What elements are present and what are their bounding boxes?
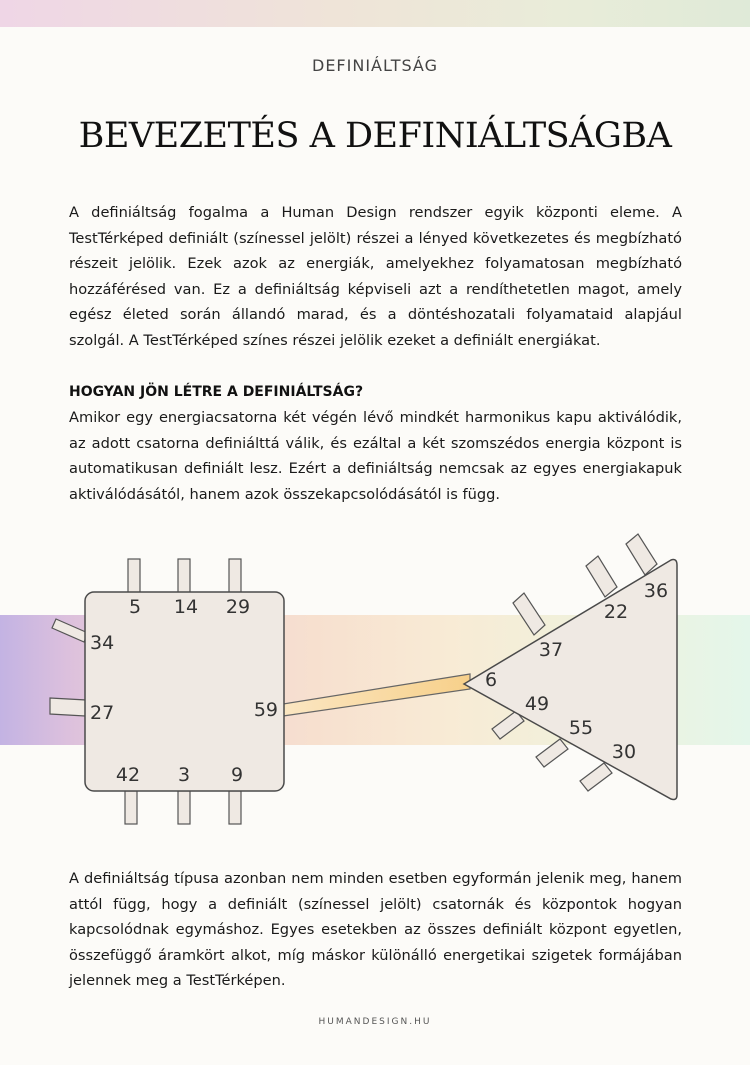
outro-paragraph: A definiáltság típusa azonban nem minden esetben egyformán jelenik meg, hanem attól függ, hogy a definiált (színessel jelölt) csatornák és központok hogyan kapcsolódnak egymáshoz. Egyes esetekben az összes definiált központ egyetlen, összefüggő áramkört alkot, míg máskor különálló energetikai szigetek formájában jelennek meg a TestTérképen. — [69, 870, 682, 990]
gate-stub-55 — [536, 739, 568, 767]
gate-stub-30 — [580, 763, 612, 791]
gate-stub-3 — [178, 791, 190, 824]
bodygraph-diagram — [0, 530, 750, 840]
gate-label: 59 — [253, 699, 278, 721]
section-heading: HOGYAN JÖN LÉTRE A DEFINIÁLTSÁG? — [69, 384, 364, 400]
gate-label: 29 — [225, 596, 251, 618]
gate-stub-27 — [50, 698, 86, 716]
gate-stub-14 — [178, 559, 190, 593]
gate-label: 36 — [643, 580, 669, 602]
gate-label: 37 — [538, 639, 564, 661]
gate-label: 9 — [230, 764, 244, 786]
gate-stub-36 — [626, 534, 657, 575]
gate-label: 27 — [90, 702, 115, 724]
gate-stub-42 — [125, 791, 137, 824]
gate-label: 6 — [484, 669, 498, 691]
gate-stub-22 — [586, 556, 617, 597]
square-center — [85, 592, 284, 791]
gate-stub-29 — [229, 559, 241, 593]
gate-label: 49 — [524, 693, 550, 715]
section-paragraph: Amikor egy energiacsatorna két végén lévő mindkét harmonikus kapu aktiválódik, az adott csatorna definiálttá válik, és ezáltal a két szomszédos energia központ is automatikusan definiált lesz. Ezért a definiáltság nemcsak az egyes energiakapuk aktiválódásától, hanem azok összekapcsolódásától is függ. — [69, 409, 682, 503]
gate-label: 34 — [90, 632, 115, 654]
gate-stub-37 — [513, 593, 545, 635]
gate-label: 3 — [177, 764, 191, 786]
gate-stub-9 — [229, 791, 241, 824]
gate-label: 55 — [568, 717, 594, 739]
page-title: BEVEZETÉS A DEFINIÁLTSÁGBA — [78, 116, 672, 156]
gate-label: 5 — [128, 596, 142, 618]
section-kicker: DEFINIÁLTSÁG — [312, 56, 438, 75]
gate-label: 22 — [603, 601, 629, 623]
top-gradient-bar — [0, 0, 750, 27]
gate-stub-34 — [52, 619, 88, 642]
intro-paragraph: A definiáltság fogalma a Human Design rendszer egyik központi eleme. A TestTérképed definiált (színessel jelölt) részei a lényed következetes és megbízható részeit jelölik. Ezek azok az energiák, amelyekhez folyamatosan megbízható hozzáférésed van. Ez a definiáltság képviseli azt a rendíthetetlen magot, amely egész életed során állandó marad, és a döntéshozatali folyamataid alapjául szolgál. A TestTérképed színes részei jelölik ezeket a definiált energiákat. — [69, 204, 682, 349]
footer-site: HUMANDESIGN.HU — [318, 1017, 432, 1027]
defined-channel-59-6 — [283, 674, 470, 716]
gate-label: 14 — [173, 596, 199, 618]
gate-label: 42 — [115, 764, 141, 786]
gate-stub-5 — [128, 559, 140, 593]
gate-label: 30 — [611, 741, 637, 763]
